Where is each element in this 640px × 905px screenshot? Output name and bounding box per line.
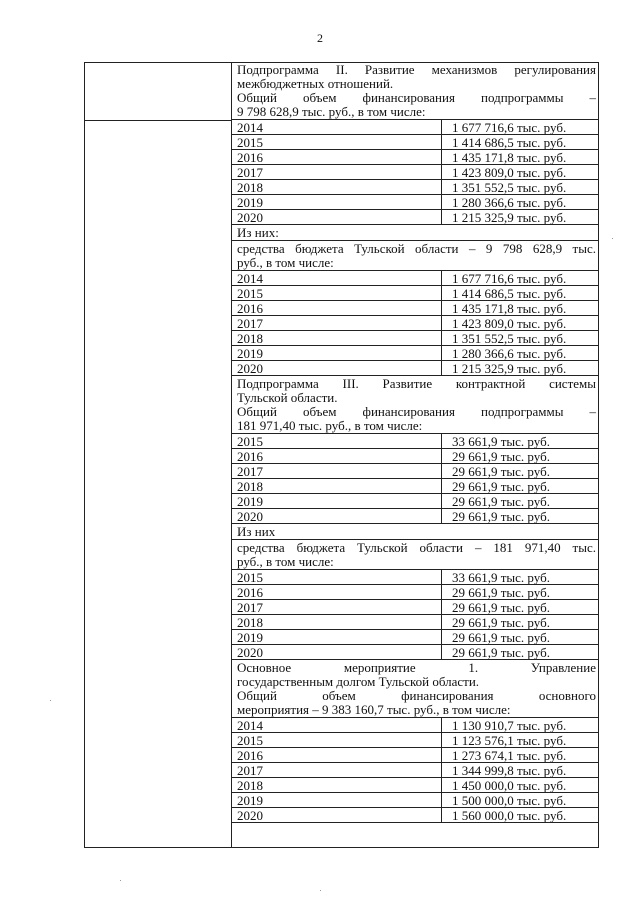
table-row xyxy=(231,494,599,509)
year-cell: 2015 xyxy=(231,286,442,301)
year-cell: 2016 xyxy=(231,585,442,600)
year-cell: 2019 xyxy=(231,494,442,509)
table-row xyxy=(231,331,599,346)
scan-speck xyxy=(120,880,121,881)
amount-cell: 1 500 000,0 тыс. руб. xyxy=(442,793,600,808)
table-row xyxy=(231,645,599,660)
amount-cell: 1 215 325,9 тыс. руб. xyxy=(442,361,600,376)
year-cell: 2017 xyxy=(231,165,442,180)
table-row xyxy=(231,509,599,524)
table-row xyxy=(231,733,599,748)
amount-cell: 29 661,9 тыс. руб. xyxy=(442,494,600,509)
year-cell: 2019 xyxy=(231,346,442,361)
main-activity-1-heading xyxy=(231,660,599,718)
text-line: Тульской области. xyxy=(237,390,338,405)
text-line: межбюджетных отношений. xyxy=(237,76,394,91)
year-cell: 2015 xyxy=(231,570,442,585)
text-line: 9 798 628,9 тыс. руб., в том числе: xyxy=(237,104,426,119)
text-line: Из них xyxy=(237,524,276,539)
amount-cell: 1 130 910,7 тыс. руб. xyxy=(442,718,600,733)
subprogram-2-of-which xyxy=(231,225,599,241)
scan-speck xyxy=(612,238,613,239)
subprogram-2-regional-table xyxy=(231,271,599,376)
text-line: Подпрограмма III. Развитие контрактной системы xyxy=(237,376,596,391)
amount-cell: 1 123 576,1 тыс. руб. xyxy=(442,733,600,748)
amount-cell: 1 280 366,6 тыс. руб. xyxy=(442,346,600,361)
year-cell: 2014 xyxy=(231,271,442,286)
table-row xyxy=(231,301,599,316)
amount-cell: 29 661,9 тыс. руб. xyxy=(442,630,600,645)
subprogram-2-total-table xyxy=(231,120,599,225)
amount-cell: 1 560 000,0 тыс. руб. xyxy=(442,808,600,823)
amount-cell: 1 273 674,1 тыс. руб. xyxy=(442,748,600,763)
year-cell: 2016 xyxy=(231,150,442,165)
year-cell: 2020 xyxy=(231,509,442,524)
table-row xyxy=(231,180,599,195)
year-cell: 2019 xyxy=(231,793,442,808)
table-row xyxy=(231,600,599,615)
amount-cell: 33 661,9 тыс. руб. xyxy=(442,570,600,585)
year-cell: 2016 xyxy=(231,748,442,763)
year-cell: 2015 xyxy=(231,733,442,748)
table-row xyxy=(231,585,599,600)
amount-cell: 1 677 716,6 тыс. руб. xyxy=(442,120,600,135)
year-cell: 2014 xyxy=(231,120,442,135)
subprogram-3-heading xyxy=(231,376,599,434)
table-row xyxy=(231,449,599,464)
table-row xyxy=(231,793,599,808)
scan-speck xyxy=(50,700,51,701)
text-line: руб., в том числе: xyxy=(237,255,334,270)
table-row xyxy=(231,434,599,449)
year-cell: 2018 xyxy=(231,479,442,494)
year-cell: 2017 xyxy=(231,316,442,331)
year-cell: 2018 xyxy=(231,180,442,195)
amount-cell: 1 450 000,0 тыс. руб. xyxy=(442,778,600,793)
amount-cell: 29 661,9 тыс. руб. xyxy=(442,645,600,660)
table-row xyxy=(231,570,599,585)
text-line: средства бюджета Тульской области – 181 971,40 тыс. xyxy=(237,540,596,555)
year-cell: 2020 xyxy=(231,808,442,823)
table-row xyxy=(231,150,599,165)
amount-cell: 29 661,9 тыс. руб. xyxy=(442,615,600,630)
amount-cell: 29 661,9 тыс. руб. xyxy=(442,600,600,615)
amount-cell: 1 435 171,8 тыс. руб. xyxy=(442,150,600,165)
subprogram-2-regional-budget xyxy=(231,241,599,271)
amount-cell: 1 414 686,5 тыс. руб. xyxy=(442,135,600,150)
year-cell: 2020 xyxy=(231,645,442,660)
year-cell: 2019 xyxy=(231,630,442,645)
amount-cell: 1 423 809,0 тыс. руб. xyxy=(442,165,600,180)
subprogram-3-regional-table xyxy=(231,570,599,660)
year-cell: 2018 xyxy=(231,778,442,793)
table-row xyxy=(231,778,599,793)
amount-cell: 1 677 716,6 тыс. руб. xyxy=(442,271,600,286)
year-cell: 2017 xyxy=(231,464,442,479)
table-row xyxy=(231,361,599,376)
year-cell: 2016 xyxy=(231,449,442,464)
table-row xyxy=(231,271,599,286)
table-row xyxy=(231,479,599,494)
amount-cell: 1 351 552,5 тыс. руб. xyxy=(442,331,600,346)
table-row xyxy=(231,718,599,733)
table-row xyxy=(231,316,599,331)
text-line: государственным долгом Тульской области. xyxy=(237,674,480,689)
text-line: мероприятия – 9 383 160,7 тыс. руб., в том числе: xyxy=(237,702,511,717)
text-line: средства бюджета Тульской области – 9 798 628,9 тыс. xyxy=(237,241,596,256)
amount-cell: 1 435 171,8 тыс. руб. xyxy=(442,301,600,316)
table-row xyxy=(231,210,599,225)
text-line: руб., в том числе: xyxy=(237,554,334,569)
table-row xyxy=(231,630,599,645)
table-row xyxy=(231,286,599,301)
table-row xyxy=(231,135,599,150)
table-row xyxy=(231,748,599,763)
amount-cell: 29 661,9 тыс. руб. xyxy=(442,509,600,524)
page-number: 2 xyxy=(317,31,323,45)
text-line: Общий объем финансирования подпрограммы – xyxy=(237,90,596,105)
amount-cell: 1 280 366,6 тыс. руб. xyxy=(442,195,600,210)
year-cell: 2015 xyxy=(231,135,442,150)
amount-cell: 29 661,9 тыс. руб. xyxy=(442,464,600,479)
table-row xyxy=(231,763,599,778)
table-row xyxy=(231,346,599,361)
amount-cell: 29 661,9 тыс. руб. xyxy=(442,479,600,494)
amount-cell: 1 344 999,8 тыс. руб. xyxy=(442,763,600,778)
year-cell: 2019 xyxy=(231,195,442,210)
scan-speck xyxy=(320,890,321,891)
table-row xyxy=(231,195,599,210)
amount-cell: 1 215 325,9 тыс. руб. xyxy=(442,210,600,225)
amount-cell: 1 423 809,0 тыс. руб. xyxy=(442,316,600,331)
table-row xyxy=(231,615,599,630)
amount-cell: 29 661,9 тыс. руб. xyxy=(442,449,600,464)
text-line: Общий объем финансирования подпрограммы – xyxy=(237,404,596,419)
year-cell: 2016 xyxy=(231,301,442,316)
amount-cell: 1 351 552,5 тыс. руб. xyxy=(442,180,600,195)
year-cell: 2020 xyxy=(231,361,442,376)
year-cell: 2018 xyxy=(231,331,442,346)
funding-content-column xyxy=(231,62,599,823)
table-row xyxy=(231,808,599,823)
left-column-rule xyxy=(85,120,231,121)
text-line: Из них: xyxy=(237,225,279,240)
year-cell: 2018 xyxy=(231,615,442,630)
text-line: Основное мероприятие 1. Управление xyxy=(237,660,596,675)
text-line: 181 971,40 тыс. руб., в том числе: xyxy=(237,418,423,433)
subprogram-3-total-table xyxy=(231,434,599,524)
table-row xyxy=(231,165,599,180)
subprogram-3-regional-budget xyxy=(231,540,599,570)
year-cell: 2020 xyxy=(231,210,442,225)
year-cell: 2014 xyxy=(231,718,442,733)
amount-cell: 29 661,9 тыс. руб. xyxy=(442,585,600,600)
subprogram-3-of-which xyxy=(231,524,599,540)
amount-cell: 1 414 686,5 тыс. руб. xyxy=(442,286,600,301)
main-activity-1-table xyxy=(231,718,599,823)
text-line: Общий объем финансирования основного xyxy=(237,688,596,703)
text-line: Подпрограмма II. Развитие механизмов регулирования xyxy=(237,62,596,77)
year-cell: 2017 xyxy=(231,763,442,778)
table-row xyxy=(231,464,599,479)
subprogram-2-heading xyxy=(231,62,599,120)
year-cell: 2015 xyxy=(231,434,442,449)
amount-cell: 33 661,9 тыс. руб. xyxy=(442,434,600,449)
table-row xyxy=(231,120,599,135)
year-cell: 2017 xyxy=(231,600,442,615)
